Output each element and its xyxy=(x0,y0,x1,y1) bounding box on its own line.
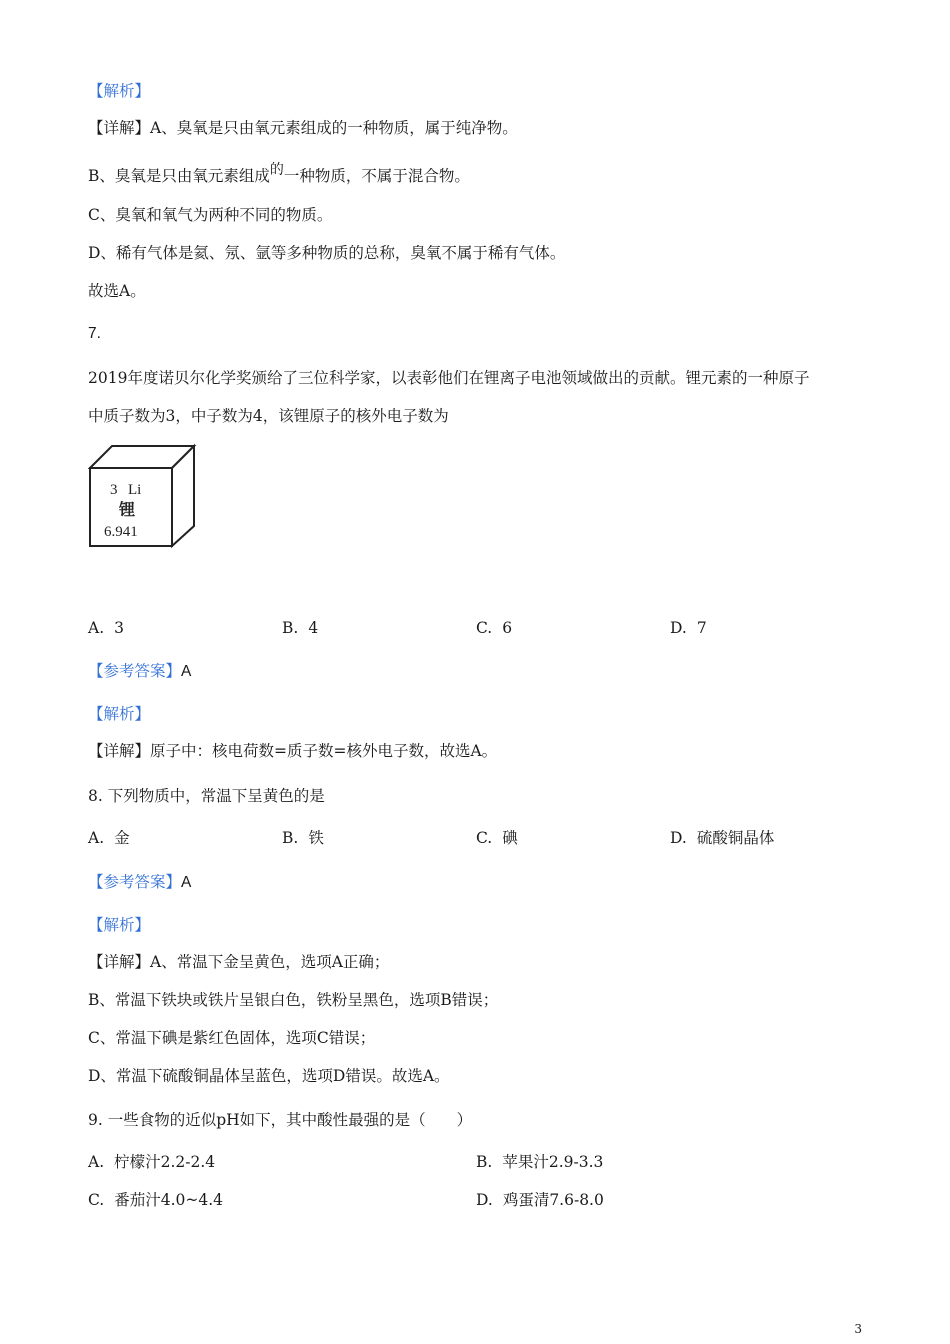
q6-b-sup: 的 xyxy=(269,162,284,178)
q7-option-a xyxy=(88,618,124,638)
option-letter: D. xyxy=(670,829,687,847)
option-text: 4 xyxy=(308,619,319,637)
option-text: 7 xyxy=(696,619,707,637)
q6-option-d-explanation: D、稀有气体是氦、氖、氩等多种物质的总称，臭氧不属于稀有气体。 xyxy=(88,244,566,262)
q6-b-pre: B、臭氧是只由氧元素组成 xyxy=(88,167,270,185)
answer-label: 【参考答案】 xyxy=(88,873,182,891)
q8-option-b xyxy=(282,828,324,848)
q6-detail: 【详解】A、臭氧是只由氧元素组成的一种物质，属于纯净物。 xyxy=(88,119,518,137)
option-text: 番茄汁4.0~4.4 xyxy=(114,1191,224,1209)
answer-label: 【参考答案】 xyxy=(88,662,182,680)
q8-option-c-explanation: C、常温下碘是紫红色固体，选项C错误； xyxy=(88,1029,376,1047)
q6-b-post: 一种物质，不属于混合物。 xyxy=(283,167,470,185)
q9-option-c xyxy=(88,1190,223,1210)
q7-detail: 【详解】原子中：核电荷数=质子数=核外电子数，故选A。 xyxy=(88,742,498,760)
option-text: 铁 xyxy=(308,829,324,847)
option-text: 硫酸铜晶体 xyxy=(696,829,775,847)
page-number: 3 xyxy=(854,1322,862,1336)
element-name: 锂 xyxy=(119,500,136,519)
q8-answer xyxy=(88,872,191,893)
option-text: 3 xyxy=(114,619,124,637)
q7-option-b xyxy=(282,618,318,638)
option-text: 柠檬汁2.2-2.4 xyxy=(114,1153,216,1171)
option-letter: B. xyxy=(476,1153,493,1171)
option-text: 碘 xyxy=(502,829,518,847)
option-text: 金 xyxy=(114,829,130,847)
q8-option-b-explanation: B、常温下铁块或铁片呈银白色，铁粉呈黑色，选项B错误； xyxy=(88,991,499,1009)
q7-option-d xyxy=(670,618,707,638)
q7-option-c xyxy=(476,618,512,638)
q6-conclusion: 故选A。 xyxy=(88,282,146,300)
option-letter: C. xyxy=(476,619,493,637)
q7-stem-line1: 2019年度诺贝尔化学奖颁给了三位科学家，以表彰他们在锂离子电池领域做出的贡献。锂元素的一种原子 xyxy=(88,369,810,387)
q8-analysis-label: 【解析】 xyxy=(88,916,151,934)
lithium-element-cell xyxy=(88,440,198,550)
q8-stem: 8. 下列物质中，常温下呈黄色的是 xyxy=(88,787,325,805)
q7-analysis-label: 【解析】 xyxy=(88,705,151,723)
element-mass: 6.941 xyxy=(104,524,138,540)
q9-stem: 9. 一些食物的近似pH如下，其中酸性最强的是（ ） xyxy=(88,1111,473,1129)
q9-option-a xyxy=(88,1152,215,1172)
q6-option-c-explanation: C、臭氧和氧气为两种不同的物质。 xyxy=(88,206,333,224)
option-letter: A. xyxy=(88,619,105,637)
q7-answer xyxy=(88,661,191,682)
element-atomic-number: 3 xyxy=(110,482,118,498)
option-text: 苹果汁2.9-3.3 xyxy=(502,1153,604,1171)
q8-option-c xyxy=(476,828,518,848)
q6-analysis-label: 【解析】 xyxy=(88,82,151,100)
option-letter: C. xyxy=(476,829,493,847)
q6-option-b-explanation xyxy=(88,162,470,187)
q8-detail: 【详解】A、常温下金呈黄色，选项A正确； xyxy=(88,953,390,971)
answer-value: A xyxy=(181,663,192,680)
option-letter: A. xyxy=(88,829,105,847)
answer-value: A xyxy=(181,874,192,891)
option-letter: D. xyxy=(670,619,687,637)
q8-option-a xyxy=(88,828,130,848)
option-letter: D. xyxy=(476,1191,493,1209)
option-letter: C. xyxy=(88,1191,105,1209)
q7-number: 7. xyxy=(88,325,101,342)
option-letter: A. xyxy=(88,1153,105,1171)
option-text: 鸡蛋清7.6-8.0 xyxy=(502,1191,604,1209)
q9-option-b xyxy=(476,1152,603,1172)
option-letter: B. xyxy=(282,829,299,847)
q8-option-d xyxy=(670,828,774,848)
option-text: 6 xyxy=(502,619,513,637)
q8-option-d-explanation: D、常温下硫酸铜晶体呈蓝色，选项D错误。故选A。 xyxy=(88,1067,450,1085)
option-letter: B. xyxy=(282,619,299,637)
q7-stem-line2: 中质子数为3，中子数为4，该锂原子的核外电子数为 xyxy=(88,407,449,425)
element-symbol: Li xyxy=(128,482,142,498)
q9-option-d xyxy=(476,1190,604,1210)
